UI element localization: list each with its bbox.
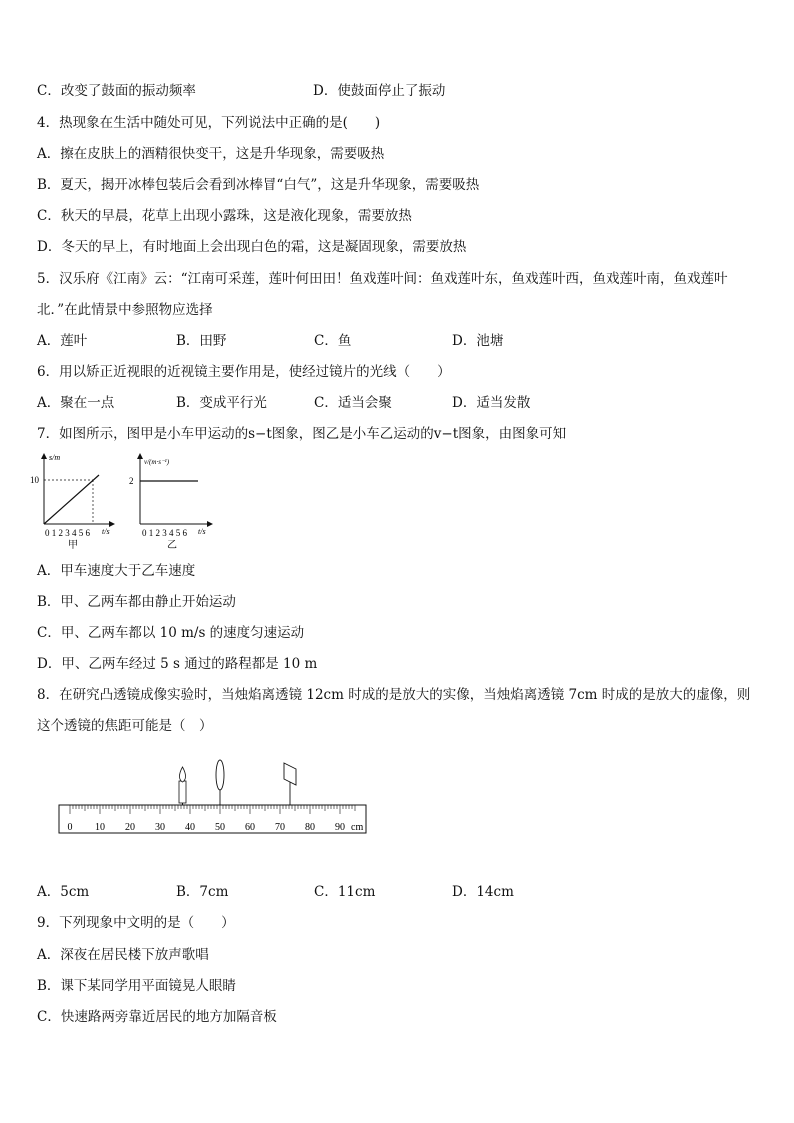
candle-icon <box>179 767 186 805</box>
ruler-label: 30 <box>155 822 165 833</box>
q9-option-c: C．快速路两旁靠近居民的地方加隔音板 <box>37 1009 277 1025</box>
jia-ytick: 10 <box>30 475 39 485</box>
ruler-label: 80 <box>305 822 315 833</box>
q8-option-b: B．7cm <box>176 884 229 900</box>
screen-icon <box>284 763 296 805</box>
yi-ylabel: v/(m·s⁻¹) <box>144 458 170 466</box>
jia-caption: 甲 <box>68 540 78 551</box>
ruler-label: 0 <box>67 822 73 833</box>
q7-option-d: D．甲、乙两车经过 5 s 通过的路程都是 10 m <box>37 656 318 672</box>
q4-option-a: A．擦在皮肤上的酒精很快变干，这是升华现象，需要吸热 <box>37 146 385 162</box>
q3-option-d: D．使鼓面停止了振动 <box>313 83 446 99</box>
q9-option-b: B．课下某同学用平面镜晃人眼睛 <box>37 978 236 994</box>
convex-lens-icon <box>216 760 224 805</box>
q5-option-b: B．田野 <box>176 333 227 349</box>
q6-stem: 6．用以矫正近视眼的近视镜主要作用是，使经过镜片的光线（ ） <box>37 364 451 380</box>
graph-yi <box>129 454 212 551</box>
q8-stem-line1: 8．在研究凸透镜成像实验时，当烛焰离透镜 12cm 时成的是放大的实像，当烛焰离透镜 7cm 时成的是放大的虚像，则 <box>37 687 751 703</box>
jia-ylabel: s/m <box>49 453 61 462</box>
yi-ytick: 2 <box>129 476 134 486</box>
q9-stem: 9．下列现象中文明的是（ ） <box>37 915 235 931</box>
ruler <box>59 805 366 833</box>
q7-figure <box>30 448 220 556</box>
q6-option-b: B．变成平行光 <box>176 395 267 411</box>
yi-xlabel: t/s <box>198 527 206 536</box>
q8-stem-line2: 这个透镜的焦距可能是（ ） <box>37 718 213 734</box>
q4-option-d: D．冬天的早上，有时地面上会出现白色的霜，这是凝固现象，需要放热 <box>37 239 467 255</box>
q9-option-a: A．深夜在居民楼下放声歌唱 <box>37 947 209 963</box>
q5-stem-line1: 5．汉乐府《江南》云：“江南可采莲，莲叶何田田！鱼戏莲叶间：鱼戏莲叶东，鱼戏莲叶西，鱼戏莲叶南，鱼戏莲叶 <box>37 271 728 287</box>
q7-stem: 7．如图所示，图甲是小车甲运动的s−t图象，图乙是小车乙运动的v−t图象，由图象可知 <box>37 426 567 442</box>
q5-option-c: C．鱼 <box>314 333 352 349</box>
graph-jia <box>30 453 114 551</box>
q8-option-d: D．14cm <box>452 884 514 900</box>
q6-option-a: A．聚在一点 <box>37 395 115 411</box>
ruler-label: 20 <box>125 822 135 833</box>
q6-option-c: C．适当会聚 <box>314 395 392 411</box>
q7-option-a: A．甲车速度大于乙车速度 <box>37 563 196 579</box>
ruler-label: 50 <box>215 822 225 833</box>
q6-option-d: D．适当发散 <box>452 395 531 411</box>
ruler-label: 10 <box>95 822 105 833</box>
q4-option-c: C．秋天的早晨，花草上出现小露珠，这是液化现象，需要放热 <box>37 208 412 224</box>
ruler-label: 70 <box>275 822 285 833</box>
ruler-label: 90 <box>335 822 345 833</box>
ruler-label: 60 <box>245 822 255 833</box>
ruler-unit: cm <box>351 822 364 833</box>
q5-stem-line2: 北．”在此情景中参照物应选择 <box>37 302 213 318</box>
jia-xticks: 0 1 2 3 4 5 6 <box>45 528 90 538</box>
q8-option-c: C．11cm <box>314 884 376 900</box>
q4-option-b: B．夏天，揭开冰棒包装后会看到冰棒冒“白气”，这是升华现象，需要吸热 <box>37 177 480 193</box>
q4-stem: 4．热现象在生活中随处可见，下列说法中正确的是( ) <box>37 115 381 131</box>
q7-option-b: B．甲、乙两车都由静止开始运动 <box>37 594 236 610</box>
q5-option-a: A．莲叶 <box>37 333 88 349</box>
q8-option-a: A．5cm <box>37 884 90 900</box>
q3-option-c: C．改变了鼓面的振动频率 <box>37 83 196 99</box>
jia-line <box>44 475 99 524</box>
q7-option-c: C．甲、乙两车都以 10 m/s 的速度匀速运动 <box>37 625 305 641</box>
q5-option-d: D．池塘 <box>452 333 504 349</box>
ruler-label: 40 <box>185 822 195 833</box>
optical-bench-figure <box>55 755 375 840</box>
yi-caption: 乙 <box>167 540 177 551</box>
yi-xticks: 0 1 2 3 4 5 6 <box>142 528 187 538</box>
jia-xlabel: t/s <box>102 527 110 536</box>
